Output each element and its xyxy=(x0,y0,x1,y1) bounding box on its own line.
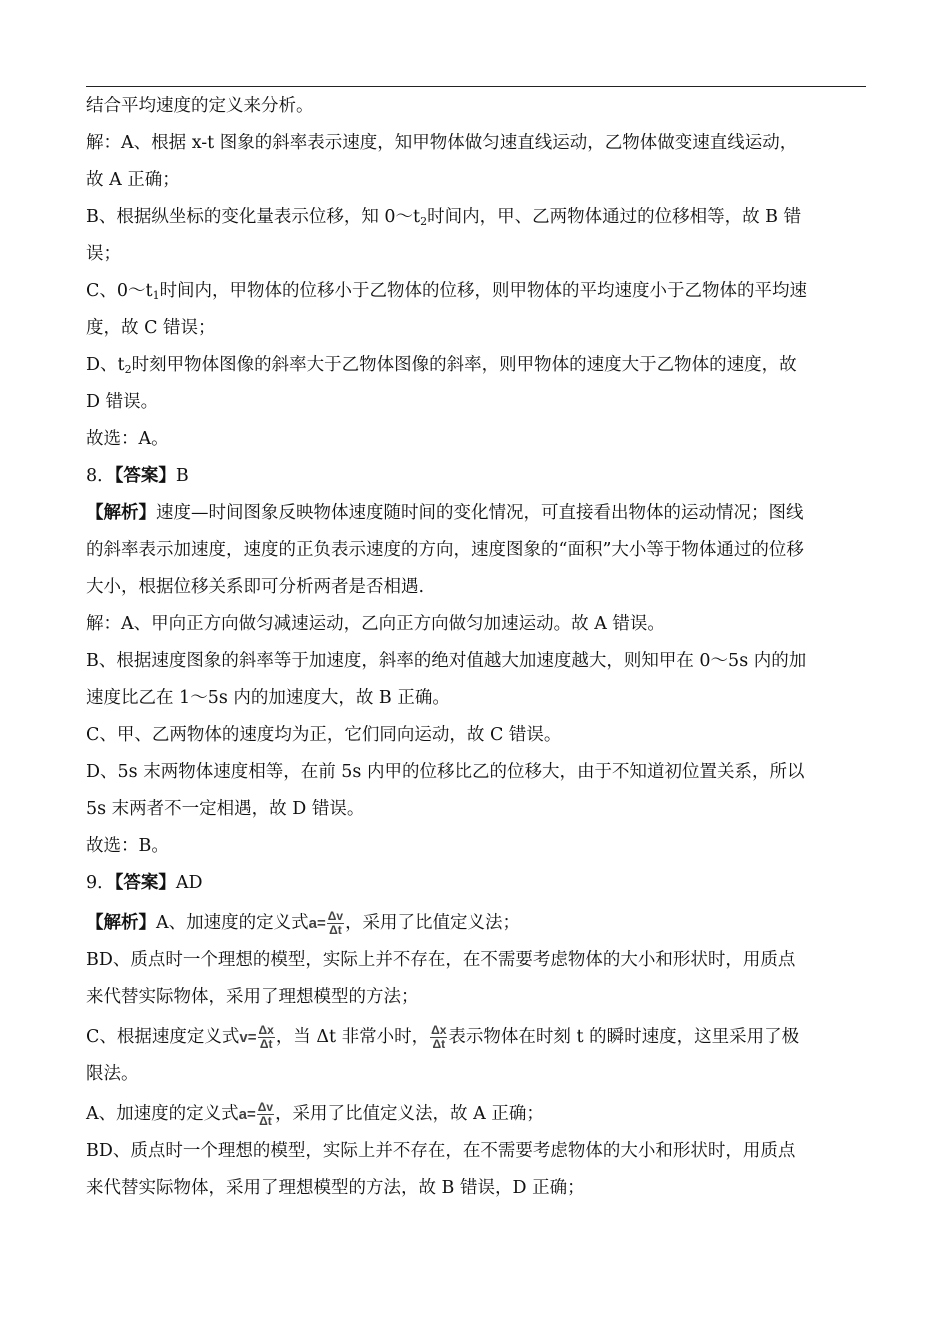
line-text: A、加速度的定义式 xyxy=(156,913,309,933)
line-text: D 错误。 xyxy=(86,392,159,412)
line-text: D、t xyxy=(86,355,125,375)
line-text: 度，故 C 错误； xyxy=(86,318,216,338)
text-line xyxy=(86,612,876,649)
text-line xyxy=(86,686,876,723)
line-text: D、5s 末两物体速度相等，在前 5s 内甲的位移比乙的位移大，由于不知道初位置关系，所以 xyxy=(86,762,805,782)
fraction-numerator: Δx xyxy=(258,1023,274,1037)
text-line xyxy=(86,1139,876,1176)
answer-label: 【答案】 xyxy=(114,873,176,893)
fraction-denominator: Δt xyxy=(432,1037,446,1051)
line-text: 大小，根据位移关系即可分析两者是否相遇. xyxy=(86,577,425,597)
fraction-denominator: Δt xyxy=(329,923,342,937)
line-text: 故选：A。 xyxy=(86,429,169,449)
line-text: C、0～t xyxy=(86,281,153,301)
line-text: C、根据速度定义式 xyxy=(86,1027,240,1047)
text-line xyxy=(86,427,876,464)
text-line xyxy=(86,797,876,834)
formula-fraction xyxy=(257,1101,274,1128)
fraction-denominator: Δt xyxy=(259,1114,272,1128)
line-text: 结合平均速度的定义来分析。 xyxy=(86,96,314,116)
line-text: 时刻甲物体图像的斜率大于乙物体图像的斜率，则甲物体的速度大于乙物体的速度，故 xyxy=(131,355,797,375)
header-rule xyxy=(86,86,866,87)
line-text: 5s 末两者不一定相遇，故 D 错误。 xyxy=(86,799,365,819)
text-line xyxy=(86,834,876,871)
text-line xyxy=(86,908,876,948)
fraction-numerator: Δv xyxy=(327,909,344,923)
formula-lhs: v= xyxy=(239,1029,257,1046)
text-line xyxy=(86,649,876,686)
formula-lhs: a= xyxy=(308,915,326,932)
text-line xyxy=(86,948,876,985)
answer-heading-8 xyxy=(86,464,876,501)
line-text: 来代替实际物体，采用了理想模型的方法，故 B 错误，D 正确； xyxy=(86,1178,585,1198)
line-text: 速度比乙在 1～5s 内的加速度大，故 B 正确。 xyxy=(86,688,450,708)
line-text: 的斜率表示加速度，速度的正负表示速度的方向，速度图象的“面积”大小等于物体通过的位移 xyxy=(86,540,804,560)
line-text: 来代替实际物体，采用了理想模型的方法； xyxy=(86,987,419,1007)
text-line xyxy=(86,131,876,168)
formula-lhs: a= xyxy=(238,1106,256,1123)
fraction-numerator: Δv xyxy=(257,1100,274,1114)
answer-heading-9 xyxy=(86,871,876,908)
text-line xyxy=(86,985,876,1022)
line-text: B、根据纵坐标的变化量表示位移，知 0～t xyxy=(86,207,421,227)
text-line xyxy=(86,205,876,242)
answer-value: AD xyxy=(175,873,203,893)
formula-fraction xyxy=(327,910,344,937)
text-line xyxy=(86,501,876,538)
line-text: BD、质点时一个理想的模型，实际上并不存在，在不需要考虑物体的大小和形状时，用质点 xyxy=(86,1141,796,1161)
fraction-numerator: Δx xyxy=(431,1023,447,1037)
formula-fraction xyxy=(430,1024,447,1051)
line-text: C、甲、乙两物体的速度均为正，它们同向运动，故 C 错误。 xyxy=(86,725,562,745)
formula-fraction xyxy=(258,1024,275,1051)
line-text: 限法。 xyxy=(86,1064,139,1084)
text-line xyxy=(86,1022,876,1062)
text-line xyxy=(86,353,876,390)
line-text: ，采用了比值定义法，故 A 正确； xyxy=(275,1104,544,1124)
line-text: 故 A 正确； xyxy=(86,170,180,190)
text-line xyxy=(86,390,876,427)
line-text: 表示物体在时刻 t 的瞬时速度，这里采用了极 xyxy=(448,1027,800,1047)
text-line xyxy=(86,316,876,353)
text-line xyxy=(86,94,876,131)
subscript: 1 xyxy=(152,289,160,302)
line-text: ，当 Δt 非常小时， xyxy=(275,1027,430,1047)
line-text: 误； xyxy=(86,244,121,264)
text-line xyxy=(86,279,876,316)
line-text: 解：A、根据 x-t 图象的斜率表示速度，知甲物体做匀速直线运动，乙物体做变速直线运动， xyxy=(86,133,798,153)
text-line xyxy=(86,168,876,205)
text-line xyxy=(86,760,876,797)
text-line xyxy=(86,1062,876,1099)
text-line xyxy=(86,1176,876,1213)
line-text: 时间内，甲物体的位移小于乙物体的位移，则甲物体的平均速度小于乙物体的平均速 xyxy=(159,281,808,301)
line-text: 故选：B。 xyxy=(86,836,169,856)
fraction-denominator: Δt xyxy=(259,1037,273,1051)
answer-text xyxy=(86,94,876,1213)
line-text: 时间内，甲、乙两物体通过的位移相等，故 B 错 xyxy=(427,207,802,227)
line-text: B、根据速度图象的斜率等于加速度，斜率的绝对值越大加速度越大，则知甲在 0～5s 内的加 xyxy=(86,651,807,671)
line-text: BD、质点时一个理想的模型，实际上并不存在，在不需要考虑物体的大小和形状时，用质点 xyxy=(86,950,796,970)
line-text: 速度—时间图象反映物体速度随时间的变化情况，可直接看出物体的运动情况；图线 xyxy=(156,503,804,523)
line-text: ，采用了比值定义法； xyxy=(345,913,521,933)
text-line xyxy=(86,1099,876,1139)
analysis-label: 【解析】 xyxy=(86,503,156,523)
text-line xyxy=(86,538,876,575)
answer-value: B xyxy=(175,466,189,486)
line-text: A、加速度的定义式 xyxy=(86,1104,239,1124)
analysis-label: 【解析】 xyxy=(86,913,156,933)
question-number: 9． xyxy=(86,873,115,893)
subscript: 2 xyxy=(420,215,428,228)
question-number: 8． xyxy=(86,466,115,486)
text-line xyxy=(86,242,876,279)
text-line xyxy=(86,723,876,760)
line-text: 解：A、甲向正方向做匀减速运动，乙向正方向做匀加速运动。故 A 错误。 xyxy=(86,614,665,634)
subscript: 2 xyxy=(124,363,132,376)
text-line xyxy=(86,575,876,612)
answer-label: 【答案】 xyxy=(114,466,176,486)
